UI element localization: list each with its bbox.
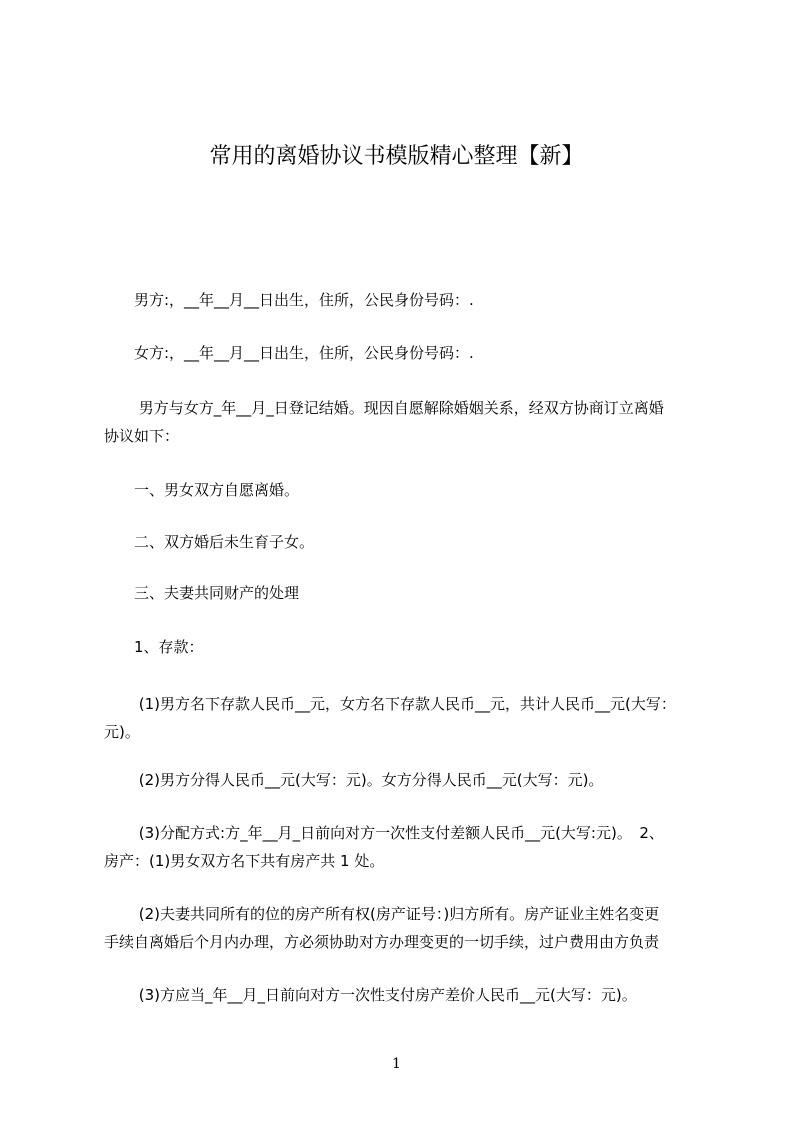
text-line: 二、双方婚后未生育子女。 xyxy=(104,533,315,551)
text-line: (3)方应当_年__月_日前向对方一次性支付房产差价人民币__元(大写：元)。 xyxy=(104,986,637,1004)
item-1-deposits xyxy=(104,633,716,661)
item-1-1-deposit-totals xyxy=(104,690,716,746)
text-line: 三、夫妻共同财产的处理 xyxy=(104,584,300,602)
text-line: (1)男方名下存款人民币__元，女方名下存款人民币__元，共计人民币__元(大写： xyxy=(104,695,676,713)
clause-3-joint-property xyxy=(104,579,716,607)
text-line: 男方:，__年__月__日出生，住所，公民身份号码：. xyxy=(104,291,474,309)
paragraph-male-party xyxy=(104,286,716,314)
item-1-2-deposit-split xyxy=(104,766,716,794)
text-line: (3)分配方式:方_年__月_日前向对方一次性支付差额人民币__元(大写:元)。 2、 xyxy=(104,824,664,842)
text-line: 1、存款： xyxy=(104,638,204,656)
item-1-3-payment-method xyxy=(104,819,716,875)
clause-1-voluntary-divorce xyxy=(104,476,716,504)
document-title: 常用的离婚协议书模版精心整理【新】 xyxy=(209,144,584,169)
text-line: 女方:，__年__月__日出生，住所，公民身份号码：. xyxy=(104,344,474,362)
page-number: 1 xyxy=(392,1056,401,1072)
text-line: 协议如下： xyxy=(104,427,180,445)
paragraph-marriage-registration xyxy=(104,394,716,450)
item-2-2-property-ownership xyxy=(104,900,716,956)
paragraph-female-party xyxy=(104,339,716,367)
text-line: 手续自离婚后个月内办理，方必须协助对方办理变更的一切手续，过户费用由方负责 xyxy=(104,933,660,951)
text-line: 一、男女双方自愿离婚。 xyxy=(104,481,300,499)
item-2-3-property-price-difference xyxy=(104,981,716,1009)
text-line: (2)男方分得人民币__元(大写：元)。女方分得人民币__元(大写：元)。 xyxy=(104,771,604,789)
text-line: 房产：(1)男女双方名下共有房产共 1 处。 xyxy=(104,852,385,870)
clause-2-no-children xyxy=(104,528,716,556)
text-line: 男方与女方_年__月_日登记结婚。现因自愿解除婚姻关系，经双方协商订立离婚 xyxy=(104,399,664,417)
text-line: (2)夫妻共同所有的位的房产所有权(房产证号：)归方所有。房产证业主姓名变更 xyxy=(104,905,660,923)
text-line: 元)。 xyxy=(104,723,140,741)
